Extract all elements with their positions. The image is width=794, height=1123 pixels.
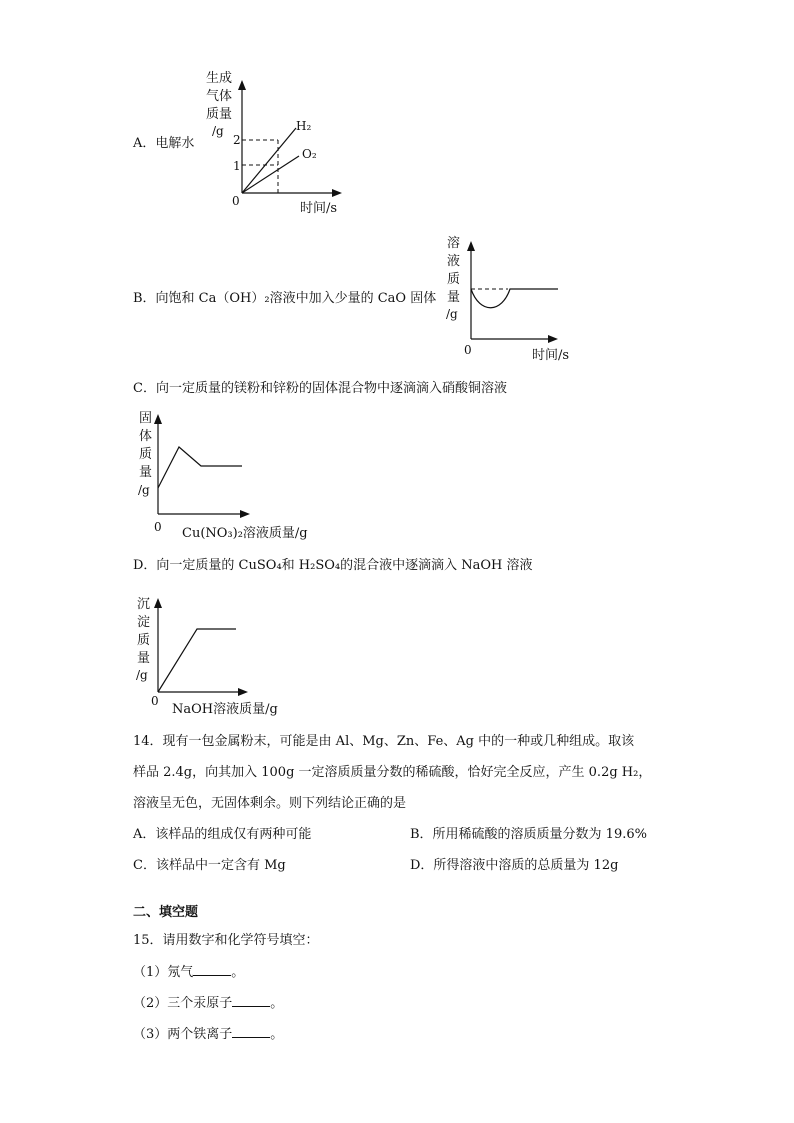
chart-a-tick-2: 2	[233, 133, 241, 147]
option-a-label: A．电解水	[133, 136, 195, 151]
chart-b-ylabel-2: 液	[447, 254, 461, 269]
q14-line-3: 溶液呈无色，无固体剩余。则下列结论正确的是	[133, 796, 407, 811]
q15-item-3-end: 。	[270, 1027, 284, 1042]
chart-c-ylabel-1: 固	[139, 411, 153, 426]
chart-d-ylabel-3: 质	[137, 633, 151, 648]
chart-c-ylabel-4: 量	[139, 465, 153, 480]
chart-b-xlabel: 时间/s	[532, 348, 570, 363]
q14-option-b: B．所用稀硫酸的溶质质量分数为 19.6%	[410, 827, 647, 842]
option-b-label: B．向饱和 Ca（OH）₂溶液中加入少量的 CaO 固体	[133, 291, 437, 306]
chart-b-ylabel-3: 质	[447, 272, 461, 287]
chart-a-ylabel-3: 质量	[206, 107, 233, 122]
chart-d-line	[158, 629, 236, 692]
chart-c-ylabel-5: /g	[138, 483, 150, 497]
chart-b-ylabel-1: 溶	[447, 236, 461, 251]
q14-option-d: D．所得溶液中溶质的总质量为 12g	[410, 858, 619, 873]
q15-item-2	[133, 994, 283, 1012]
chart-a-tick-1: 1	[233, 159, 241, 173]
q14-option-c: C．该样品中一定含有 Mg	[133, 858, 286, 873]
chart-b-curve	[471, 289, 558, 308]
chart-c-ylabel-2: 体	[139, 429, 153, 444]
q15-item-1-end: 。	[231, 965, 245, 980]
chart-b-solution-mass	[440, 233, 580, 363]
q14-line-2: 样品 2.4g，向其加入 100g 一定溶质质量分数的稀硫酸，恰好完全反应，产生 0.2g H₂，	[133, 765, 652, 780]
answer-blank-3[interactable]	[232, 1025, 270, 1038]
chart-c-origin: 0	[154, 520, 162, 534]
q15-item-1-text: （1）氖气	[133, 965, 194, 980]
answer-blank-1[interactable]	[193, 963, 231, 976]
chart-a-origin: 0	[232, 194, 240, 208]
q15-stem: 15．请用数字和化学符号填空：	[133, 933, 319, 948]
q15-item-2-text: （2）三个汞原子	[133, 996, 233, 1011]
chart-c-line	[158, 447, 242, 488]
chart-d-ylabel-5: /g	[136, 668, 148, 682]
option-c-label: C．向一定质量的镁粉和锌粉的固体混合物中逐滴滴入硝酸铜溶液	[133, 381, 507, 396]
chart-d-origin: 0	[151, 694, 159, 708]
chart-d-xlabel: NaOH溶液质量/g	[172, 702, 278, 717]
chart-a-o2-line	[242, 156, 299, 193]
chart-b-origin: 0	[464, 343, 472, 357]
chart-b-ylabel-4: 量	[447, 290, 461, 305]
chart-c-ylabel-3: 质	[139, 447, 153, 462]
chart-a-ylabel-4: /g	[212, 124, 224, 138]
chart-b-ylabel-5: /g	[446, 307, 458, 321]
section-title: 二、填空题	[133, 905, 199, 920]
q14-line-1: 14．现有一包金属粉末，可能是由 Al、Mg、Zn、Fe、Ag 中的一种或几种组成。取该	[133, 734, 635, 749]
chart-a-xlabel: 时间/s	[300, 201, 338, 216]
chart-a-electrolysis	[196, 66, 356, 218]
chart-c-xlabel: Cu(NO₃)₂溶液质量/g	[182, 526, 308, 541]
chart-a-ylabel-1: 生成	[206, 71, 233, 86]
q15-item-2-end: 。	[270, 996, 284, 1011]
chart-d-ylabel-4: 量	[137, 651, 151, 666]
q14-option-a: A．该样品的组成仅有两种可能	[133, 827, 312, 842]
chart-d-precipitate-mass	[134, 592, 334, 722]
chart-a-h2-line	[242, 128, 296, 193]
chart-a-h2-label: H₂	[296, 119, 312, 133]
q15-item-3-text: （3）两个铁离子	[133, 1027, 233, 1042]
answer-blank-2[interactable]	[232, 994, 270, 1007]
chart-a-o2-label: O₂	[302, 147, 317, 161]
chart-d-ylabel-1: 沉	[137, 597, 151, 612]
chart-a-ylabel-2: 气体	[206, 89, 233, 104]
q15-item-1	[133, 963, 244, 981]
option-d-label: D．向一定质量的 CuSO₄和 H₂SO₄的混合液中逐滴滴入 NaOH 溶液	[133, 558, 533, 573]
q15-item-3	[133, 1025, 283, 1043]
chart-d-ylabel-2: 淀	[137, 615, 151, 630]
chart-c-solid-mass	[134, 404, 344, 544]
